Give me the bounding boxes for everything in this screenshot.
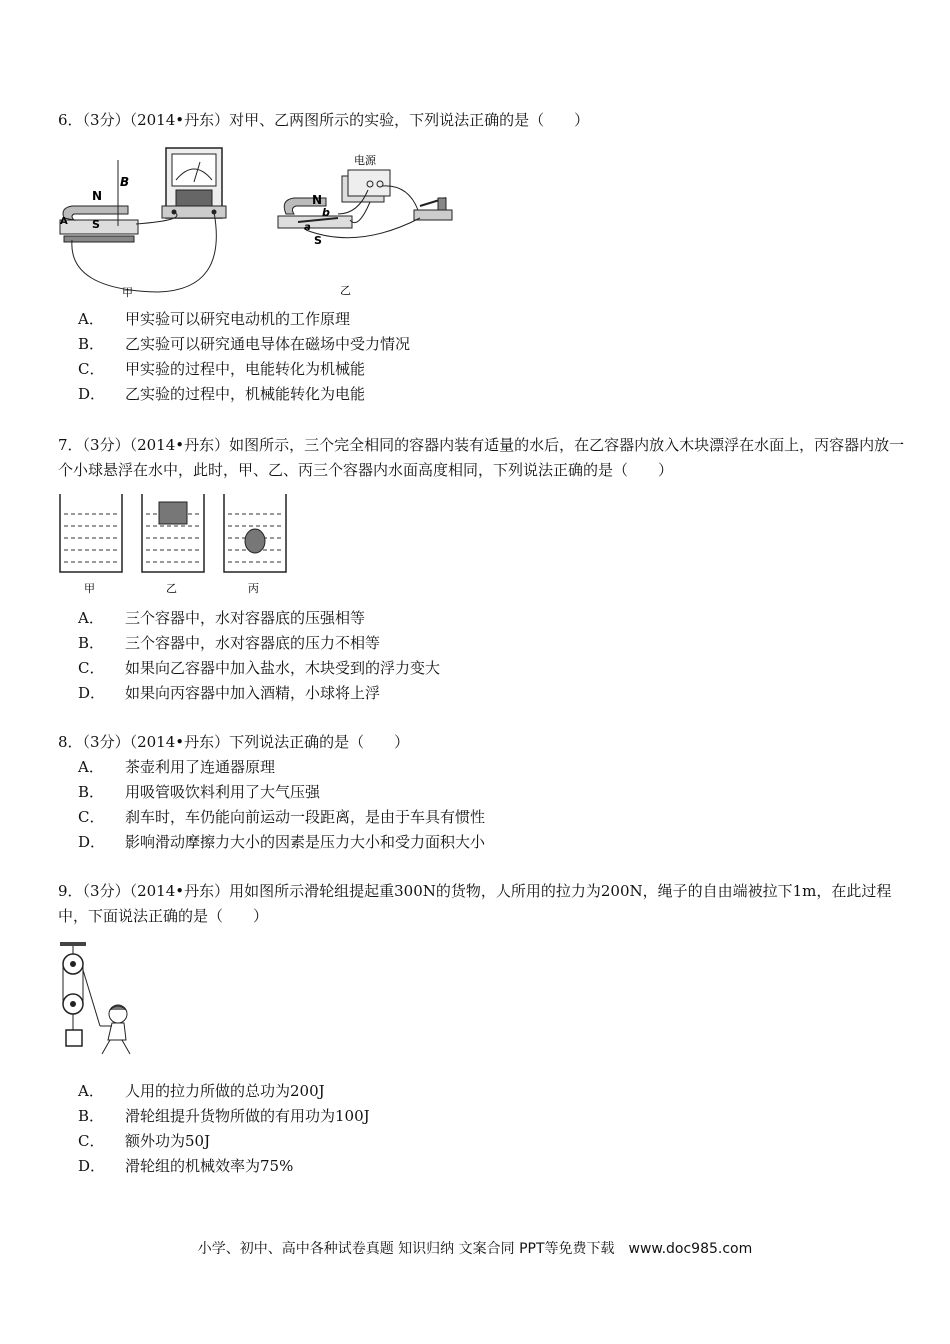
wood-block: [159, 502, 187, 524]
label-N-yi: N: [312, 193, 323, 207]
container-jia: [60, 494, 122, 572]
question-7: [58, 433, 908, 483]
person-pulling: [100, 1005, 130, 1054]
label-A: A: [60, 216, 68, 227]
container-yi: [142, 494, 204, 572]
option-a[interactable]: A． 甲实验可以研究电动机的工作原理: [78, 310, 351, 328]
option-a[interactable]: A． 三个容器中，水对容器底的压强相等: [78, 609, 366, 627]
cargo-box: [66, 1030, 82, 1046]
container-bing: [224, 494, 286, 572]
label-jia: 甲: [84, 582, 95, 595]
small-ball: [245, 529, 265, 553]
option-a[interactable]: A． 人用的拉力所做的总功为200J: [78, 1082, 325, 1100]
label-b: b: [322, 206, 330, 219]
label-S-yi: S: [314, 234, 322, 247]
label-a: a: [304, 222, 311, 233]
figure-q6-experiments: [58, 140, 458, 302]
option-d[interactable]: D． 乙实验的过程中，机械能转化为电能: [78, 385, 366, 403]
question-8: [58, 730, 908, 755]
figure-galvanometer: [162, 148, 226, 218]
option-b[interactable]: B． 滑轮组提升货物所做的有用功为100J: [78, 1107, 370, 1125]
figure-q7-containers: [58, 492, 298, 600]
question-9: [58, 879, 908, 929]
label-N-jia: N: [92, 189, 103, 203]
option-d[interactable]: D． 影响滑动摩擦力大小的因素是压力大小和受力面积大小: [78, 833, 486, 851]
label-bing: 丙: [248, 582, 259, 595]
option-d[interactable]: D． 如果向丙容器中加入酒精，小球将上浮: [78, 684, 381, 702]
question-6: [58, 108, 908, 133]
label-yi: 乙: [340, 284, 351, 297]
option-c[interactable]: C． 额外功为50J: [78, 1132, 211, 1150]
label-B: B: [120, 175, 130, 189]
option-c[interactable]: C． 甲实验的过程中，电能转化为机械能: [78, 360, 366, 378]
label-power: 电源: [354, 154, 376, 167]
option-c[interactable]: C． 刹车时，车仍能向前运动一段距离，是由于车具有惯性: [78, 808, 486, 826]
question-stem: 8．（3分）（2014•丹东）下列说法正确的是（ ）: [58, 733, 410, 751]
option-b[interactable]: B． 三个容器中，水对容器底的压力不相等: [78, 634, 381, 652]
question-stem: 7．（3分）（2014•丹东）如图所示，三个完全相同的容器内装有适量的水后，在乙容器内放入木块漂浮在水面上，丙容器内放一个小球悬浮在水中，此时，甲、乙、丙三个容器内水面高度相同，下列说法正确的是（ ）: [58, 436, 905, 479]
options-q7: [78, 606, 440, 706]
figure-q9-pulley-system: [58, 940, 138, 1060]
page-footer: 小学、初中、高中各种试卷真题 知识归纳 文案合同 PPT等免费下载 www.doc985.com: [197, 1241, 753, 1257]
question-stem: 9．（3分）（2014•丹东）用如图所示滑轮组提起重300N的货物，人所用的拉力为200N，绳子的自由端被拉下1m，在此过程中，下面说法正确的是（ ）: [58, 882, 892, 925]
option-b[interactable]: B． 乙实验可以研究通电导体在磁场中受力情况: [78, 335, 411, 353]
label-jia: 甲: [122, 286, 133, 299]
options-q9: [78, 1079, 370, 1179]
question-stem: 6．（3分）（2014•丹东）对甲、乙两图所示的实验，下列说法正确的是（ ）: [58, 111, 590, 129]
option-d[interactable]: D． 滑轮组的机械效率为75%: [78, 1157, 294, 1175]
option-a[interactable]: A． 茶壶利用了连通器原理: [78, 758, 276, 776]
option-b[interactable]: B． 用吸管吸饮料利用了大气压强: [78, 783, 321, 801]
options-q8: [78, 755, 485, 855]
option-c[interactable]: C． 如果向乙容器中加入盐水，木块受到的浮力变大: [78, 659, 441, 677]
ceiling: [60, 942, 86, 946]
options-q6: [78, 307, 410, 407]
figure-yi-switch: [414, 198, 452, 220]
label-S-jia: S: [92, 218, 100, 231]
label-yi: 乙: [166, 582, 177, 595]
